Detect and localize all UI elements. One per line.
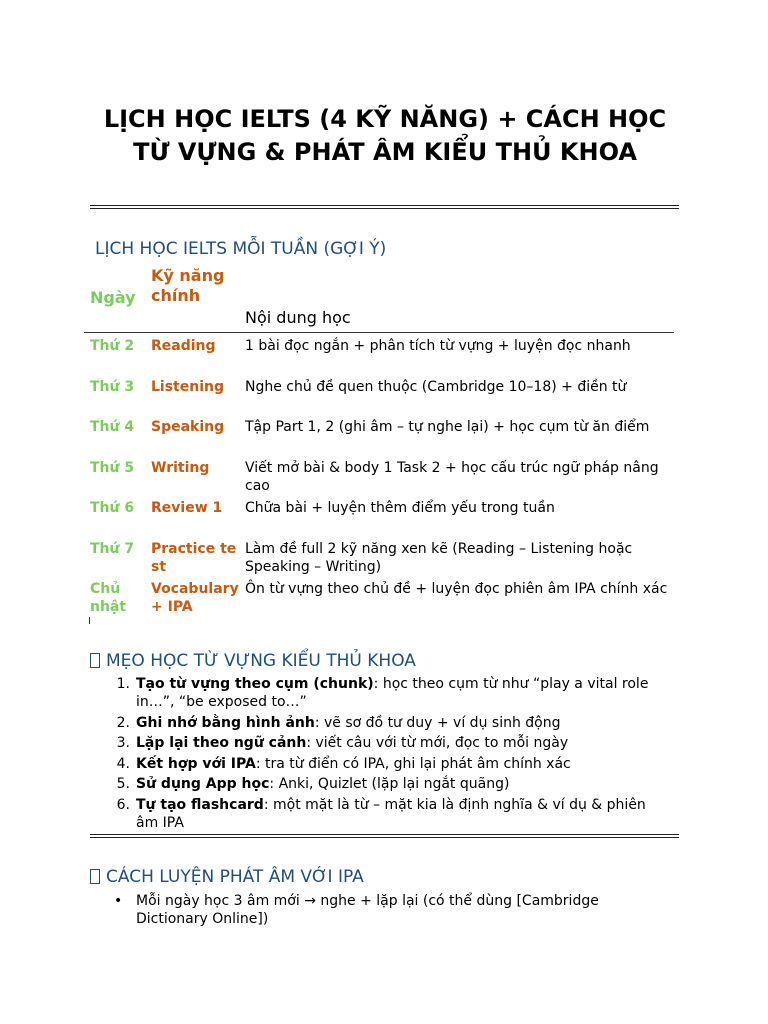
- header-skill: Kỹ năng chính: [151, 266, 225, 305]
- list-number: 3.: [116, 735, 130, 751]
- table-row: [84, 333, 674, 374]
- table-row: [84, 374, 674, 415]
- row-content: Chữa bài + luyện thêm điểm yếu trong tuần: [245, 500, 555, 516]
- table-row: [84, 536, 674, 577]
- tip-title: Ghi nhớ bằng hình ảnh: [136, 714, 315, 731]
- divider: [90, 834, 679, 838]
- schedule-table: [84, 262, 674, 617]
- tip-text: : một mặt là từ – mặt kia là định nghĩa & ví dụ & phiên âm IPA: [136, 796, 646, 831]
- row-skill: Speaking: [151, 419, 225, 435]
- section-heading-schedule: LỊCH HỌC IELTS MỖI TUẦN (GỢI Ý): [95, 239, 387, 259]
- section-heading-ipa-text: CÁCH LUYỆN PHÁT ÂM VỚI IPA: [106, 867, 364, 887]
- bullet-icon: •: [114, 893, 123, 909]
- list-number: 1.: [116, 676, 130, 692]
- row-skill: Practice test: [151, 540, 237, 575]
- header-day: Ngày: [90, 288, 136, 307]
- row-content: Tập Part 1, 2 (ghi âm – tự nghe lại) + học cụm từ ăn điểm: [245, 419, 650, 435]
- table-row: [84, 576, 674, 617]
- tip-title: Tự tạo flashcard: [136, 796, 264, 813]
- row-day: Thứ 4: [90, 419, 135, 435]
- list-item: [110, 755, 670, 773]
- row-day: Thứ 3: [90, 378, 135, 395]
- list-item: [110, 892, 670, 928]
- tip-text: : học theo cụm từ như “play a vital role in…”, “be exposed to…”: [136, 676, 649, 710]
- row-skill: Listening: [151, 378, 224, 395]
- table-row: [84, 414, 674, 455]
- list-number: 6.: [116, 796, 130, 813]
- vocab-tips-list: [110, 675, 670, 834]
- list-item: [110, 734, 670, 752]
- list-item-text: Mỗi ngày học 3 âm mới → nghe + lặp lại (có thể dùng [Cambridge Dictionary Online]): [136, 893, 599, 927]
- list-item: [110, 714, 670, 732]
- tip-title: Tạo từ vựng theo cụm (chunk): [136, 676, 374, 692]
- row-skill: Writing: [151, 459, 210, 476]
- tip-title: Lặp lại theo ngữ cảnh: [136, 735, 307, 751]
- tip-text: : Anki, Quizlet (lặp lại ngắt quãng): [269, 776, 510, 792]
- table-row: [84, 495, 674, 536]
- row-day: Thứ 6: [90, 500, 135, 516]
- list-number: 5.: [116, 776, 130, 792]
- list-item: [110, 675, 670, 711]
- missing-glyph-icon: [90, 653, 100, 668]
- row-content: Viết mở bài & body 1 Task 2 + học cấu trúc ngữ pháp nâng cao: [245, 459, 659, 494]
- ipa-practice-list: [110, 892, 670, 928]
- tip-title: Kết hợp với IPA: [136, 755, 256, 772]
- row-content: 1 bài đọc ngắn + phân tích từ vựng + luyện đọc nhanh: [245, 338, 631, 354]
- list-item: [110, 796, 670, 832]
- row-skill: Reading: [151, 338, 216, 354]
- row-day: Thứ 7: [90, 540, 135, 557]
- tip-text: : vẽ sơ đồ tư duy + ví dụ sinh động: [314, 714, 561, 731]
- list-item: [110, 775, 670, 793]
- divider: [90, 205, 679, 209]
- section-heading-vocab: [90, 650, 416, 672]
- tip-title: Sử dụng App học: [136, 776, 270, 792]
- header-content: Nội dung học: [245, 308, 351, 327]
- row-day: Thứ 2: [90, 338, 135, 354]
- missing-glyph-icon: [90, 869, 100, 884]
- row-skill: Review 1: [151, 500, 223, 516]
- row-day: Chủ nhật: [90, 581, 127, 615]
- document-title: LỊCH HỌC IELTS (4 KỸ NĂNG) + CÁCH HỌC TỪ VỰNG & PHÁT ÂM KIỂU THỦ KHOA: [103, 105, 667, 166]
- table-edge-mark: [89, 617, 90, 624]
- list-number: 4.: [116, 755, 130, 772]
- section-heading-vocab-text: MẸO HỌC TỪ VỰNG KIỂU THỦ KHOA: [106, 651, 416, 671]
- tip-text: : viết câu với từ mới, đọc to mỗi ngày: [306, 735, 569, 751]
- section-heading-ipa: [90, 866, 364, 888]
- list-number: 2.: [116, 714, 130, 731]
- row-content: Nghe chủ đề quen thuộc (Cambridge 10–18) + điền từ: [245, 378, 627, 395]
- row-day: Thứ 5: [90, 459, 135, 476]
- row-content: Làm đề full 2 kỹ năng xen kẽ (Reading – Listening hoặc Speaking – Writing): [245, 540, 633, 575]
- table-row: [84, 455, 674, 496]
- tip-text: : tra từ điển có IPA, ghi lại phát âm chính xác: [255, 755, 571, 772]
- row-content: Ôn từ vựng theo chủ đề + luyện đọc phiên âm IPA chính xác: [245, 581, 668, 597]
- row-skill: Vocabulary + IPA: [151, 581, 239, 615]
- table-header: [84, 262, 674, 333]
